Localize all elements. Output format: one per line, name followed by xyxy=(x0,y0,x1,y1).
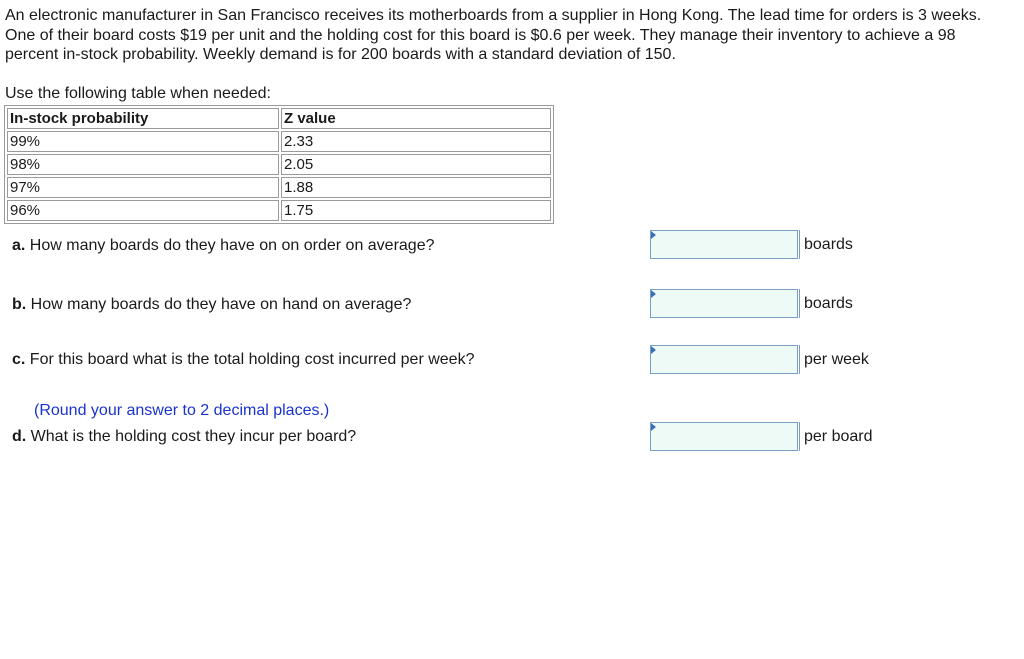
table-intro: Use the following table when needed: xyxy=(5,85,271,102)
table-row xyxy=(7,200,551,221)
table-cell-z-value: 2.05 xyxy=(281,154,551,175)
question-d-text: What is the holding cost they incur per board? xyxy=(30,428,357,445)
question-a xyxy=(12,236,435,255)
table-row xyxy=(7,177,551,198)
question-c-letter: c. xyxy=(12,351,26,368)
table-cell-probability: 99% xyxy=(7,131,279,152)
answer-d-marker-icon xyxy=(651,423,656,431)
answer-c-input[interactable] xyxy=(650,345,798,374)
question-c-text: For this board what is the total holding cost incurred per week? xyxy=(29,351,475,368)
rounding-instruction: (Round your answer to 2 decimal places.) xyxy=(34,402,330,419)
table-row xyxy=(7,131,551,152)
answer-b-unit: boards xyxy=(799,289,853,318)
answer-b-input[interactable] xyxy=(650,289,798,318)
question-b-text: How many boards do they have on hand on average? xyxy=(30,296,412,313)
answer-d-unit: per board xyxy=(799,422,873,451)
problem-statement: An electronic manufacturer in San Francisco receives its motherboards from a supplier in Hong Kong. The lead time for orders is 3 weeks. One of their board costs $19 per unit and the holding cost for this board is $0.6 per week. They manage their inventory to achieve a 98 percent in-stock probability. Weekly demand is for 200 boards with a standard deviation of 150. xyxy=(5,7,982,63)
table-row xyxy=(7,154,551,175)
table-header-z-value: Z value xyxy=(281,108,551,129)
answer-d-input[interactable] xyxy=(650,422,798,451)
question-d xyxy=(12,427,356,446)
answer-a-unit: boards xyxy=(799,230,853,259)
table-header-row xyxy=(7,108,551,129)
question-c xyxy=(12,350,474,369)
question-a-text: How many boards do they have on on order on average? xyxy=(29,237,435,254)
table-cell-z-value: 1.88 xyxy=(281,177,551,198)
table-cell-probability: 98% xyxy=(7,154,279,175)
question-d-letter: d. xyxy=(12,428,27,445)
question-a-letter: a. xyxy=(12,237,26,254)
table-cell-probability: 96% xyxy=(7,200,279,221)
table-cell-probability: 97% xyxy=(7,177,279,198)
z-value-table xyxy=(4,105,554,224)
table-header-probability: In-stock probability xyxy=(7,108,279,129)
answer-a-marker-icon xyxy=(651,231,656,239)
table-cell-z-value: 1.75 xyxy=(281,200,551,221)
table-cell-z-value: 2.33 xyxy=(281,131,551,152)
answer-b-marker-icon xyxy=(651,290,656,298)
question-b xyxy=(12,295,411,314)
answer-a-input[interactable] xyxy=(650,230,798,259)
question-b-letter: b. xyxy=(12,296,27,313)
answer-c-unit: per week xyxy=(799,345,869,374)
answer-c-marker-icon xyxy=(651,346,656,354)
